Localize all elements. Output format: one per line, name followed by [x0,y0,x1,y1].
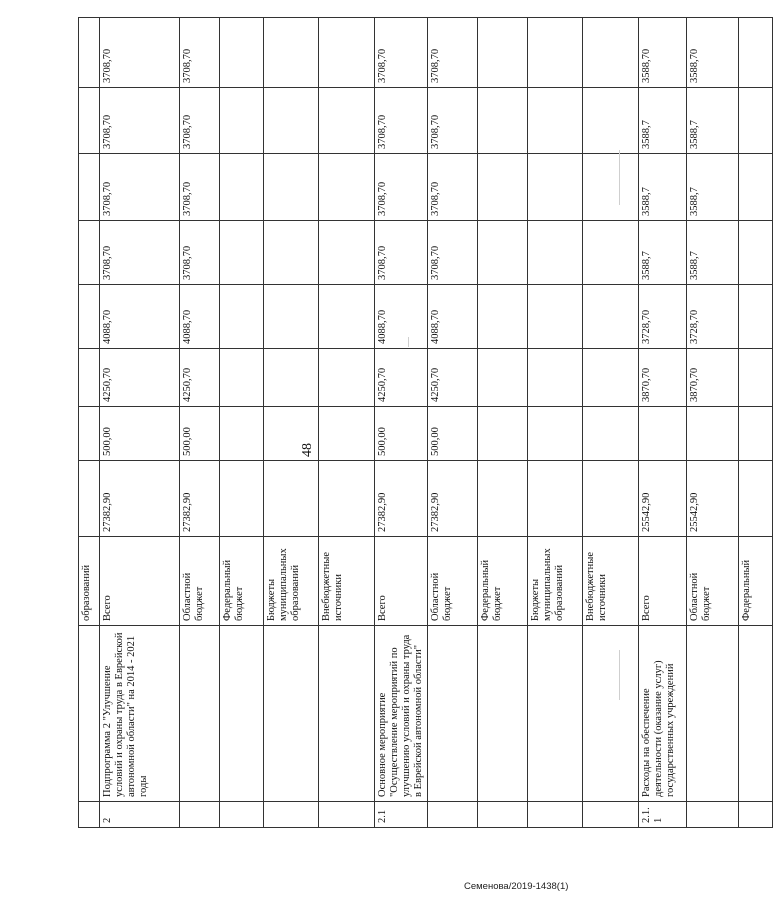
amount-cell: 3588,7 [687,88,739,154]
row-number-cell [428,802,478,828]
amount-cell: 500,00 [100,407,180,461]
budget-table [78,17,773,828]
document-footer: Семенова/2019-1438(1) [464,881,569,892]
row-number-cell [478,802,528,828]
amount-cell [739,221,773,285]
amount-cell [264,349,319,407]
amount-cell [264,221,319,285]
item-name-cell [583,626,639,802]
funding-source-cell: Внебюджетные источники [319,537,375,626]
amount-cell: 3708,70 [180,88,220,154]
amount-cell [528,154,583,221]
amount-cell [639,407,687,461]
table-row [180,18,220,828]
amount-cell [220,154,264,221]
amount-cell: 3708,70 [428,18,478,88]
amount-cell: 500,00 [375,407,428,461]
amount-cell [528,18,583,88]
amount-cell [478,18,528,88]
amount-cell: 4250,70 [180,349,220,407]
item-name-cell [180,626,220,802]
scan-mark [619,650,620,700]
amount-cell [319,154,375,221]
amount-cell [79,461,100,537]
amount-cell: 3708,70 [428,154,478,221]
amount-cell [739,88,773,154]
funding-source-cell: Областной бюджет [180,537,220,626]
funding-source-cell: Федеральный бюджет [220,537,264,626]
amount-cell: 3588,7 [639,88,687,154]
amount-cell [220,407,264,461]
amount-cell [478,88,528,154]
amount-cell: 3708,70 [180,18,220,88]
amount-cell [739,154,773,221]
amount-cell: 3708,70 [100,154,180,221]
amount-cell: 27382,90 [428,461,478,537]
table-row [478,18,528,828]
amount-cell [583,461,639,537]
amount-cell [319,18,375,88]
amount-cell [319,88,375,154]
funding-source-cell: Бюджеты муниципальных образований [264,537,319,626]
amount-cell [220,285,264,349]
amount-cell [264,461,319,537]
amount-cell: 27382,90 [375,461,428,537]
amount-cell [220,221,264,285]
amount-cell: 3708,70 [375,221,428,285]
amount-cell [264,285,319,349]
row-number-cell [739,802,773,828]
amount-cell [79,407,100,461]
item-name-cell: Основное мероприятие "Осуществление мероприятий по улучшению условий и охраны труда в Еврейской автономной области" [375,626,428,802]
scan-mark [408,337,409,347]
item-name-cell [528,626,583,802]
amount-cell [478,285,528,349]
amount-cell [583,88,639,154]
row-number-cell [687,802,739,828]
item-name-cell [220,626,264,802]
amount-cell [583,407,639,461]
amount-cell [528,88,583,154]
amount-cell: 3588,7 [687,221,739,285]
amount-cell [478,407,528,461]
amount-cell [583,154,639,221]
amount-cell [583,18,639,88]
amount-cell: 3870,70 [639,349,687,407]
item-name-cell: Подпрограмма 2 "Улучшение условий и охраны труда в Еврейской автономной области" на 2014 - 2021 годы [100,626,180,802]
amount-cell: 3708,70 [100,88,180,154]
item-name-cell [478,626,528,802]
table-row [583,18,639,828]
row-number-cell: 2.1 [375,802,428,828]
row-number-cell: 2 [100,802,180,828]
table-row [220,18,264,828]
amount-cell [220,18,264,88]
amount-cell [739,285,773,349]
amount-cell: 4250,70 [375,349,428,407]
amount-cell: 27382,90 [180,461,220,537]
amount-cell: 3728,70 [639,285,687,349]
item-name-cell [739,626,773,802]
table-row [264,18,319,828]
amount-cell [319,461,375,537]
item-name-cell [264,626,319,802]
amount-cell [739,461,773,537]
amount-cell [319,285,375,349]
amount-cell: 3708,70 [375,88,428,154]
amount-cell: 3708,70 [180,154,220,221]
amount-cell: 3728,70 [687,285,739,349]
funding-source-cell: Бюджеты муниципальных образований [528,537,583,626]
amount-cell [478,349,528,407]
amount-cell [264,18,319,88]
item-name-cell: Расходы на обеспечение деятельности (оказание услуг) государственных учреждений [639,626,687,802]
amount-cell [528,349,583,407]
row-number-cell [180,802,220,828]
amount-cell [220,349,264,407]
page-number: 48 [300,443,315,457]
amount-cell: 3708,70 [428,221,478,285]
amount-cell: 4088,70 [100,285,180,349]
funding-source-cell: образований [79,537,100,626]
amount-cell: 3708,70 [100,221,180,285]
amount-cell: 25542,90 [639,461,687,537]
amount-cell [739,407,773,461]
amount-cell [687,407,739,461]
table-row [639,18,687,828]
funding-source-cell: Всего [100,537,180,626]
table-row [428,18,478,828]
amount-cell: 4088,70 [180,285,220,349]
table-row [79,18,100,828]
amount-cell: 3588,7 [639,221,687,285]
amount-cell [739,349,773,407]
funding-source-cell: Внебюджетные источники [583,537,639,626]
amount-cell [319,221,375,285]
amount-cell: 3588,7 [687,154,739,221]
scan-mark [619,150,620,205]
row-number-cell [583,802,639,828]
amount-cell: 3588,70 [687,18,739,88]
amount-cell [79,18,100,88]
table-row [100,18,180,828]
amount-cell: 3708,70 [180,221,220,285]
amount-cell [79,349,100,407]
amount-cell [79,88,100,154]
amount-cell [79,221,100,285]
funding-source-cell: Всего [375,537,428,626]
amount-cell: 500,00 [180,407,220,461]
amount-cell [478,461,528,537]
amount-cell: 3708,70 [375,154,428,221]
row-number-cell [220,802,264,828]
amount-cell: 4250,70 [100,349,180,407]
amount-cell [220,88,264,154]
amount-cell [478,221,528,285]
row-number-cell [264,802,319,828]
item-name-cell [319,626,375,802]
amount-cell [79,285,100,349]
amount-cell [264,407,319,461]
amount-cell [220,461,264,537]
table-row [319,18,375,828]
funding-source-cell: Областной бюджет [687,537,739,626]
amount-cell: 3708,70 [375,18,428,88]
amount-cell [264,154,319,221]
item-name-cell [687,626,739,802]
amount-cell [478,154,528,221]
item-name-cell [428,626,478,802]
amount-cell [528,285,583,349]
funding-source-cell: Всего [639,537,687,626]
table-row [687,18,739,828]
amount-cell: 3708,70 [100,18,180,88]
amount-cell [319,349,375,407]
amount-cell: 500,00 [428,407,478,461]
row-number-cell [528,802,583,828]
amount-cell: 3708,70 [428,88,478,154]
funding-source-cell: Федеральный [739,537,773,626]
amount-cell [79,154,100,221]
amount-cell: 27382,90 [100,461,180,537]
row-number-cell [319,802,375,828]
amount-cell [264,88,319,154]
amount-cell [583,221,639,285]
amount-cell [319,407,375,461]
row-number-cell [79,802,100,828]
amount-cell [528,461,583,537]
amount-cell: 25542,90 [687,461,739,537]
amount-cell [528,221,583,285]
amount-cell [528,407,583,461]
amount-cell [583,285,639,349]
amount-cell [583,349,639,407]
amount-cell: 4250,70 [428,349,478,407]
row-number-cell: 2.1.1 [639,802,687,828]
amount-cell: 3588,70 [639,18,687,88]
table-row [528,18,583,828]
funding-source-cell: Федеральный бюджет [478,537,528,626]
amount-cell: 4088,70 [375,285,428,349]
budget-table-container [78,18,752,828]
item-name-cell [79,626,100,802]
amount-cell: 3870,70 [687,349,739,407]
table-row [375,18,428,828]
funding-source-cell: Областной бюджет [428,537,478,626]
table-row [739,18,773,828]
amount-cell [739,18,773,88]
amount-cell: 3588,7 [639,154,687,221]
amount-cell: 4088,70 [428,285,478,349]
